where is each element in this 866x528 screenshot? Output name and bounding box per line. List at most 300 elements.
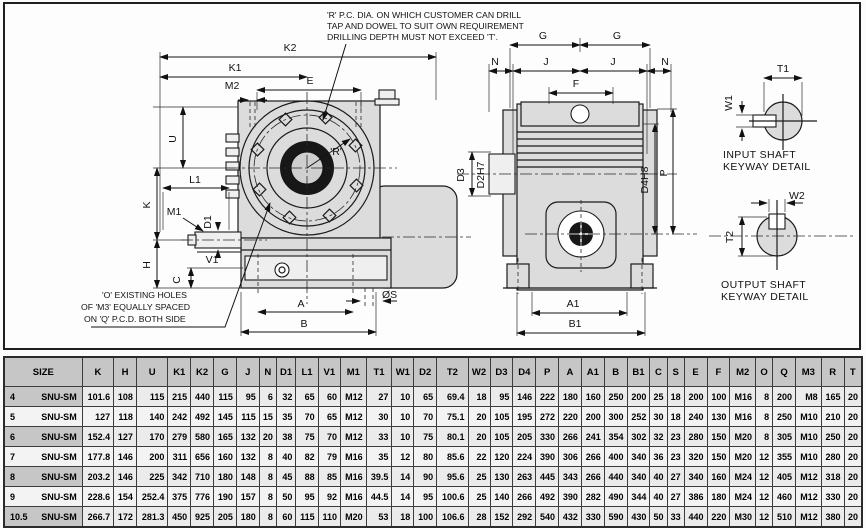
input-keyway-caption-2: KEYWAY DETAIL xyxy=(723,161,811,173)
dim-cell-t1: 53 xyxy=(366,507,392,528)
dim-cell-h: 154 xyxy=(114,487,137,507)
dim-cell-m2: M24 xyxy=(730,487,756,507)
column-header-c: C xyxy=(650,357,667,387)
dim-label-j-right: J xyxy=(610,56,616,68)
dim-cell-k: 127 xyxy=(82,407,113,427)
size-number: 6 xyxy=(10,431,16,442)
dim-label-a1: A1 xyxy=(566,298,580,310)
dim-cell-t: 20 xyxy=(844,407,862,427)
column-header-k2: K2 xyxy=(191,357,214,387)
dim-label-d3: D3 xyxy=(455,168,467,182)
dim-cell-l1: 115 xyxy=(296,507,318,528)
size-cell xyxy=(4,447,82,467)
dim-cell-m1: M16 xyxy=(340,487,366,507)
column-header-t2: T2 xyxy=(437,357,468,387)
dim-cell-l1: 75 xyxy=(296,427,318,447)
bottom-note-line-2: OF 'M3' EQUALLY SPACED xyxy=(81,302,191,312)
size-label: SNU-SM xyxy=(41,491,77,502)
column-header-m2: M2 xyxy=(730,357,756,387)
dim-cell-b: 250 xyxy=(604,387,627,407)
dim-cell-o: 12 xyxy=(756,487,773,507)
dim-cell-d4: 263 xyxy=(513,467,536,487)
table-row-size-4 xyxy=(4,387,862,407)
dim-cell-t2: 100.6 xyxy=(437,487,468,507)
dim-cell-t1: 35 xyxy=(366,447,392,467)
dim-cell-r: 318 xyxy=(821,467,844,487)
dim-label-k: K xyxy=(141,201,153,209)
dim-cell-c: 30 xyxy=(650,407,667,427)
dim-cell-u: 115 xyxy=(136,387,167,407)
dim-cell-m2: M24 xyxy=(730,467,756,487)
dim-cell-d1: 45 xyxy=(276,467,296,487)
dim-cell-t: 20 xyxy=(844,387,862,407)
oil-plug xyxy=(275,263,289,277)
dim-cell-h: 146 xyxy=(114,447,137,467)
dim-cell-w2: 20 xyxy=(468,427,490,447)
bottom-note-line-3: ON 'Q' P.C.D. BOTH SIDE xyxy=(84,314,186,324)
dim-label-p: P xyxy=(658,169,670,177)
dim-cell-m2: M16 xyxy=(730,387,756,407)
dim-cell-w2: 22 xyxy=(468,447,490,467)
dim-cell-l1: 82 xyxy=(296,447,318,467)
output-keyway-caption-2: KEYWAY DETAIL xyxy=(721,291,809,303)
dim-cell-k1: 311 xyxy=(168,447,191,467)
dim-cell-p: 222 xyxy=(536,387,559,407)
dim-cell-r: 250 xyxy=(821,427,844,447)
top-note-line-3: DRILLING DEPTH MUST NOT EXCEED 'T'. xyxy=(327,32,498,42)
dim-label-k2: K2 xyxy=(283,42,297,54)
dim-cell-n: 8 xyxy=(259,467,276,487)
size-label: SNU-SM xyxy=(41,471,77,482)
dim-cell-d1: 35 xyxy=(276,407,296,427)
dim-cell-m3: M12 xyxy=(796,467,822,487)
dim-cell-v1: 70 xyxy=(318,427,340,447)
dim-cell-d4: 146 xyxy=(513,387,536,407)
dim-label-w1: W1 xyxy=(723,95,735,111)
dim-cell-e: 240 xyxy=(684,407,707,427)
dim-cell-m1: M16 xyxy=(340,467,366,487)
dim-cell-b1: 340 xyxy=(627,447,650,467)
technical-drawing xyxy=(5,4,859,348)
dim-cell-s: 27 xyxy=(667,487,684,507)
dim-cell-k2: 925 xyxy=(191,507,214,528)
dim-cell-h: 118 xyxy=(114,407,137,427)
dim-cell-m2: M30 xyxy=(730,507,756,528)
dim-cell-f: 150 xyxy=(707,447,730,467)
column-header-p: P xyxy=(536,357,559,387)
dim-cell-d2: 80 xyxy=(414,447,437,467)
dim-cell-p: 390 xyxy=(536,447,559,467)
dim-label-b1: B1 xyxy=(568,318,582,330)
dim-cell-n: 8 xyxy=(259,507,276,528)
dim-cell-d4: 195 xyxy=(513,407,536,427)
dim-cell-h: 146 xyxy=(114,467,137,487)
size-label: SNU-SM xyxy=(41,411,77,422)
dim-cell-h: 172 xyxy=(114,507,137,528)
dim-cell-a: 266 xyxy=(559,427,582,447)
size-number: 5 xyxy=(10,411,16,422)
dim-cell-s: 23 xyxy=(667,427,684,447)
dim-cell-v1: 79 xyxy=(318,447,340,467)
dim-label-d2h7: D2H7 xyxy=(475,161,487,189)
dim-cell-u: 200 xyxy=(136,447,167,467)
output-keyway-caption-1: OUTPUT SHAFT xyxy=(721,279,807,291)
size-cell xyxy=(4,387,82,407)
dim-cell-r: 280 xyxy=(821,447,844,467)
dim-cell-d4: 292 xyxy=(513,507,536,528)
dim-cell-n: 8 xyxy=(259,487,276,507)
dim-cell-k: 101.6 xyxy=(82,387,113,407)
dim-cell-q: 460 xyxy=(773,487,796,507)
dim-cell-g: 145 xyxy=(214,407,237,427)
dim-cell-o: 8 xyxy=(756,407,773,427)
dim-cell-g: 180 xyxy=(214,467,237,487)
dim-cell-f: 100 xyxy=(707,387,730,407)
dim-cell-t1: 39.5 xyxy=(366,467,392,487)
dim-cell-l1: 88 xyxy=(296,467,318,487)
dim-cell-d1: 38 xyxy=(276,427,296,447)
table-body xyxy=(4,387,862,528)
dim-cell-m3: M12 xyxy=(796,487,822,507)
dim-cell-b1: 302 xyxy=(627,427,650,447)
dim-cell-t: 20 xyxy=(844,447,862,467)
dim-cell-v1: 65 xyxy=(318,407,340,427)
dim-cell-d2: 95 xyxy=(414,487,437,507)
size-label: SNU-SM xyxy=(41,391,77,402)
dim-cell-b1: 340 xyxy=(627,467,650,487)
dimension-table xyxy=(3,356,863,528)
dim-cell-l1: 70 xyxy=(296,407,318,427)
dim-cell-d4: 205 xyxy=(513,427,536,447)
dim-cell-d4: 224 xyxy=(513,447,536,467)
dim-cell-u: 281.3 xyxy=(136,507,167,528)
dim-cell-e: 280 xyxy=(684,427,707,447)
dim-cell-d2: 65 xyxy=(414,387,437,407)
dim-cell-k: 177.8 xyxy=(82,447,113,467)
table-row-size-9 xyxy=(4,487,862,507)
dim-cell-n: 20 xyxy=(259,427,276,447)
size-label: SNU-SM xyxy=(41,511,77,522)
dim-cell-b1: 430 xyxy=(627,507,650,528)
column-header-h: H xyxy=(114,357,137,387)
dim-cell-o: 8 xyxy=(756,387,773,407)
top-note-line-1: 'R' P.C. DIA. ON WHICH CUSTOMER CAN DRILL xyxy=(327,10,522,20)
dim-cell-j: 115 xyxy=(236,407,259,427)
dim-cell-a1: 330 xyxy=(581,507,604,528)
dim-cell-p: 540 xyxy=(536,507,559,528)
output-keyway-detail xyxy=(709,190,855,303)
column-header-size: SIZE xyxy=(4,357,82,387)
dim-cell-c: 32 xyxy=(650,427,667,447)
dim-cell-r: 210 xyxy=(821,407,844,427)
dim-cell-c: 36 xyxy=(650,447,667,467)
dim-cell-k: 203.2 xyxy=(82,467,113,487)
dim-cell-k1: 342 xyxy=(168,467,191,487)
size-number: 7 xyxy=(10,451,16,462)
column-header-g: G xyxy=(214,357,237,387)
dim-cell-d2: 70 xyxy=(414,407,437,427)
dim-cell-k1: 215 xyxy=(168,387,191,407)
breather-plug xyxy=(379,90,395,99)
dim-label-j-left: J xyxy=(543,56,549,68)
dim-cell-n: 6 xyxy=(259,387,276,407)
dim-cell-c: 40 xyxy=(650,487,667,507)
dim-cell-a: 306 xyxy=(559,447,582,467)
dim-cell-a: 220 xyxy=(559,407,582,427)
dim-cell-t1: 44.5 xyxy=(366,487,392,507)
table-row-size-10.5 xyxy=(4,507,862,528)
dim-cell-m2: M16 xyxy=(730,407,756,427)
size-cell xyxy=(4,427,82,447)
lifting-eye xyxy=(571,105,589,123)
dim-cell-d3: 152 xyxy=(490,507,513,528)
dim-cell-q: 510 xyxy=(773,507,796,528)
dim-cell-d2: 90 xyxy=(414,467,437,487)
dim-cell-p: 272 xyxy=(536,407,559,427)
dim-cell-s: 23 xyxy=(667,447,684,467)
table-row-size-8 xyxy=(4,467,862,487)
input-keyway-detail xyxy=(723,63,817,173)
dim-label-d1: D1 xyxy=(202,215,214,229)
dim-cell-g: 115 xyxy=(214,387,237,407)
column-header-d3: D3 xyxy=(490,357,513,387)
dim-label-f: F xyxy=(572,78,580,90)
dim-cell-r: 330 xyxy=(821,487,844,507)
column-header-w1: W1 xyxy=(392,357,414,387)
dim-cell-d2: 75 xyxy=(414,427,437,447)
dim-cell-k1: 375 xyxy=(168,487,191,507)
dim-cell-d2: 100 xyxy=(414,507,437,528)
dim-cell-v1: 60 xyxy=(318,387,340,407)
dim-cell-b: 354 xyxy=(604,427,627,447)
dim-cell-j: 132 xyxy=(236,447,259,467)
dim-cell-w1: 18 xyxy=(392,507,414,528)
dim-cell-w2: 25 xyxy=(468,487,490,507)
dim-cell-t2: 69.4 xyxy=(437,387,468,407)
column-header-o: O xyxy=(756,357,773,387)
dim-label-n-right: N xyxy=(661,56,669,68)
dim-cell-u: 170 xyxy=(136,427,167,447)
dim-cell-v1: 92 xyxy=(318,487,340,507)
dim-cell-v1: 110 xyxy=(318,507,340,528)
dim-label-c: C xyxy=(171,276,183,284)
dim-cell-s: 18 xyxy=(667,387,684,407)
dim-label-d4h8: D4H8 xyxy=(639,166,651,194)
dim-cell-m3: M10 xyxy=(796,427,822,447)
column-header-k1: K1 xyxy=(168,357,191,387)
dim-cell-w1: 10 xyxy=(392,407,414,427)
column-header-v1: V1 xyxy=(318,357,340,387)
dim-cell-b: 300 xyxy=(604,407,627,427)
column-header-w2: W2 xyxy=(468,357,490,387)
dim-cell-e: 320 xyxy=(684,447,707,467)
dim-cell-e: 200 xyxy=(684,387,707,407)
dim-cell-m1: M12 xyxy=(340,407,366,427)
table-row-size-7 xyxy=(4,447,862,467)
dim-cell-p: 330 xyxy=(536,427,559,447)
dim-cell-m3: M10 xyxy=(796,407,822,427)
dim-cell-w1: 14 xyxy=(392,467,414,487)
dim-cell-a1: 266 xyxy=(581,467,604,487)
dim-cell-l1: 95 xyxy=(296,487,318,507)
dim-label-u: U xyxy=(167,135,179,143)
dim-cell-p: 492 xyxy=(536,487,559,507)
dim-cell-b: 490 xyxy=(604,487,627,507)
column-header-u: U xyxy=(136,357,167,387)
size-label: SNU-SM xyxy=(41,451,77,462)
column-header-j: J xyxy=(236,357,259,387)
dim-cell-f: 180 xyxy=(707,487,730,507)
dim-label-b: B xyxy=(300,318,308,330)
dim-cell-d3: 140 xyxy=(490,487,513,507)
dim-cell-o: 8 xyxy=(756,427,773,447)
dim-cell-k2: 656 xyxy=(191,447,214,467)
dim-cell-a1: 160 xyxy=(581,387,604,407)
dim-label-l1: L1 xyxy=(189,174,201,186)
dim-cell-k1: 242 xyxy=(168,407,191,427)
dim-cell-f: 150 xyxy=(707,427,730,447)
dimension-table-wrap xyxy=(3,356,863,528)
dim-cell-t1: 30 xyxy=(366,407,392,427)
dim-cell-f: 130 xyxy=(707,407,730,427)
dim-cell-t1: 33 xyxy=(366,427,392,447)
dim-cell-q: 250 xyxy=(773,407,796,427)
column-header-d2: D2 xyxy=(414,357,437,387)
column-header-f: F xyxy=(707,357,730,387)
dim-label-g-right: G xyxy=(612,30,622,42)
input-keyway-caption-1: INPUT SHAFT xyxy=(723,149,797,161)
dim-cell-w2: 20 xyxy=(468,407,490,427)
top-note-line-2: TAP AND DOWEL TO SUIT OWN REQUIREMENT xyxy=(327,21,524,31)
dim-cell-w2: 18 xyxy=(468,387,490,407)
dim-cell-t2: 106.6 xyxy=(437,507,468,528)
column-header-a1: A1 xyxy=(581,357,604,387)
side-view xyxy=(455,30,697,336)
dim-cell-q: 200 xyxy=(773,387,796,407)
dim-cell-e: 440 xyxy=(684,507,707,528)
size-number: 4 xyxy=(10,391,16,402)
dim-cell-w1: 10 xyxy=(392,387,414,407)
column-header-r: R xyxy=(821,357,844,387)
dim-cell-j: 95 xyxy=(236,387,259,407)
dim-cell-o: 12 xyxy=(756,507,773,528)
dim-cell-a1: 241 xyxy=(581,427,604,447)
dim-label-n-left: N xyxy=(491,56,499,68)
dim-cell-r: 380 xyxy=(821,507,844,528)
dim-cell-s: 33 xyxy=(667,507,684,528)
size-number: 10.5 xyxy=(10,511,28,522)
dim-cell-w1: 10 xyxy=(392,427,414,447)
column-header-b: B xyxy=(604,357,627,387)
dim-cell-d3: 95 xyxy=(490,387,513,407)
dim-cell-n: 15 xyxy=(259,407,276,427)
size-cell xyxy=(4,407,82,427)
size-cell xyxy=(4,507,82,528)
dim-cell-v1: 85 xyxy=(318,467,340,487)
dim-cell-a: 432 xyxy=(559,507,582,528)
table-row-size-6 xyxy=(4,427,862,447)
dim-cell-k2: 710 xyxy=(191,467,214,487)
dim-cell-k2: 440 xyxy=(191,387,214,407)
size-cell xyxy=(4,467,82,487)
dim-label-t1: T1 xyxy=(776,63,790,75)
dim-label-g-left: G xyxy=(538,30,548,42)
dim-cell-o: 12 xyxy=(756,467,773,487)
dim-cell-h: 108 xyxy=(114,387,137,407)
dim-cell-a: 390 xyxy=(559,487,582,507)
dim-cell-u: 140 xyxy=(136,407,167,427)
dim-cell-m3: M10 xyxy=(796,447,822,467)
dim-cell-k: 228.6 xyxy=(82,487,113,507)
dim-label-s: ØS xyxy=(382,289,398,301)
dim-cell-w1: 14 xyxy=(392,487,414,507)
dim-cell-e: 340 xyxy=(684,467,707,487)
dim-cell-k1: 279 xyxy=(168,427,191,447)
dim-cell-e: 386 xyxy=(684,487,707,507)
dim-cell-b: 440 xyxy=(604,467,627,487)
dim-cell-t2: 80.1 xyxy=(437,427,468,447)
dim-cell-a: 343 xyxy=(559,467,582,487)
dim-label-a: A xyxy=(297,298,305,310)
dim-label-h: H xyxy=(141,261,153,269)
table-header xyxy=(4,357,862,387)
dim-cell-t1: 27 xyxy=(366,387,392,407)
column-header-m1: M1 xyxy=(340,357,366,387)
dim-label-r: 'R' xyxy=(330,146,342,158)
column-header-d1: D1 xyxy=(276,357,296,387)
dim-cell-b1: 344 xyxy=(627,487,650,507)
table-row-size-5 xyxy=(4,407,862,427)
dim-cell-d3: 105 xyxy=(490,407,513,427)
dim-cell-w2: 28 xyxy=(468,507,490,528)
column-header-n: N xyxy=(259,357,276,387)
dim-cell-m1: M20 xyxy=(340,507,366,528)
dim-cell-k: 152.4 xyxy=(82,427,113,447)
dim-cell-m2: M20 xyxy=(730,447,756,467)
dim-cell-g: 205 xyxy=(214,507,237,528)
dim-label-w2: W2 xyxy=(789,190,805,202)
column-header-t1: T1 xyxy=(366,357,392,387)
dim-cell-w1: 12 xyxy=(392,447,414,467)
dim-cell-k2: 492 xyxy=(191,407,214,427)
dim-cell-k2: 776 xyxy=(191,487,214,507)
dim-label-m2: M2 xyxy=(224,80,240,92)
column-header-b1: B1 xyxy=(627,357,650,387)
size-number: 8 xyxy=(10,471,16,482)
dim-cell-g: 160 xyxy=(214,447,237,467)
dim-cell-g: 165 xyxy=(214,427,237,447)
dim-cell-s: 18 xyxy=(667,407,684,427)
dim-cell-r: 165 xyxy=(821,387,844,407)
dim-cell-a1: 266 xyxy=(581,447,604,467)
dim-cell-m1: M16 xyxy=(340,447,366,467)
size-number: 9 xyxy=(10,491,16,502)
dim-cell-d4: 266 xyxy=(513,487,536,507)
dim-cell-w2: 25 xyxy=(468,467,490,487)
dim-cell-j: 180 xyxy=(236,507,259,528)
column-header-e: E xyxy=(684,357,707,387)
bottom-note-line-1: 'O' EXISTING HOLES xyxy=(102,290,187,300)
dim-cell-f: 220 xyxy=(707,507,730,528)
dim-label-m1: M1 xyxy=(166,206,182,218)
dim-cell-s: 27 xyxy=(667,467,684,487)
dim-label-t2: T2 xyxy=(724,230,736,244)
dim-cell-u: 225 xyxy=(136,467,167,487)
dim-cell-d3: 105 xyxy=(490,427,513,447)
dim-cell-b1: 200 xyxy=(627,387,650,407)
dim-cell-t2: 85.6 xyxy=(437,447,468,467)
dim-cell-d1: 60 xyxy=(276,507,296,528)
